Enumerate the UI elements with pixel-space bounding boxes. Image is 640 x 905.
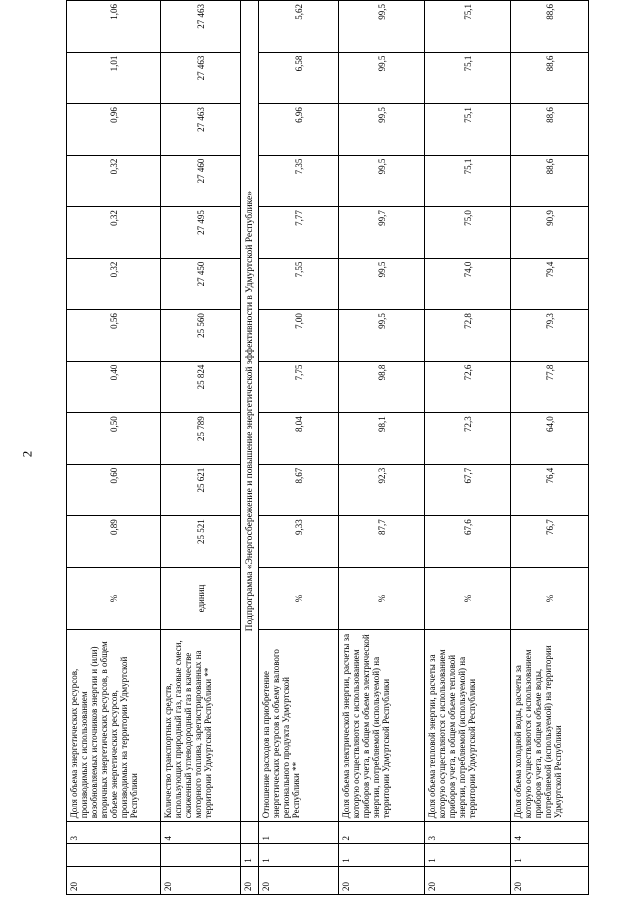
cell-value: 0,56 — [67, 310, 161, 362]
cell-value: 1,01 — [67, 52, 161, 104]
cell-indicator-name: Количество транспортных средств, использующих природный газ, газовые смеси, сжиженный углеводородный газ в качестве моторного топлива, зарегистрированных на территории Удмуртской Республики ** — [161, 630, 241, 822]
cell-code-pp: 1 — [511, 844, 589, 866]
cell-value: 99,5 — [339, 258, 425, 310]
cell-value: 75,0 — [425, 207, 511, 259]
cell-value: 25 560 — [161, 310, 241, 362]
cell-code-num: 4 — [161, 822, 241, 844]
cell-unit: % — [339, 567, 425, 630]
cell-value: 7,75 — [259, 361, 339, 413]
cell-code-gp: 20 — [339, 866, 425, 894]
cell-value: 5,62 — [259, 1, 339, 53]
cell-code-pp: 1 — [259, 844, 339, 866]
cell-code-pp: 1 — [339, 844, 425, 866]
cell-value: 76,4 — [511, 464, 589, 516]
cell-value: 7,55 — [259, 258, 339, 310]
cell-value: 99,5 — [339, 52, 425, 104]
cell-code-num: 3 — [425, 822, 511, 844]
indicators-table — [66, 0, 589, 895]
cell-value: 99,5 — [339, 155, 425, 207]
cell-value: 88,6 — [511, 52, 589, 104]
table-row — [425, 1, 511, 895]
cell-value: 1,06 — [67, 1, 161, 53]
page-number: 2 — [19, 450, 35, 458]
cell-value: 27 460 — [161, 155, 241, 207]
cell-value: 27 450 — [161, 258, 241, 310]
cell-code-pp — [161, 844, 241, 866]
cell-value: 6,96 — [259, 104, 339, 156]
cell-value: 75,1 — [425, 1, 511, 53]
cell-value: 25 621 — [161, 464, 241, 516]
cell-value: 8,67 — [259, 464, 339, 516]
cell-value: 25 789 — [161, 413, 241, 465]
cell-value: 7,77 — [259, 207, 339, 259]
cell-unit: % — [259, 567, 339, 630]
cell-value: 7,00 — [259, 310, 339, 362]
cell-value: 0,50 — [67, 413, 161, 465]
cell-value: 98,8 — [339, 361, 425, 413]
cell-value: 27 495 — [161, 207, 241, 259]
cell-value: 67,6 — [425, 516, 511, 568]
table-row — [339, 1, 425, 895]
cell-value: 0,32 — [67, 207, 161, 259]
cell-value: 67,7 — [425, 464, 511, 516]
cell-value: 72,8 — [425, 310, 511, 362]
cell-value: 79,3 — [511, 310, 589, 362]
cell-unit: единиц — [161, 567, 241, 630]
cell-value: 75,1 — [425, 104, 511, 156]
cell-unit: % — [67, 567, 161, 630]
cell-value: 0,32 — [67, 155, 161, 207]
cell-value: 79,4 — [511, 258, 589, 310]
cell-indicator-name: Доля объема тепловой энергии, расчеты за которую осуществляются с использованием приборов учета, в общем объеме тепловой энергии, потребляемой (используемой) на территории Удмуртской Республики — [425, 630, 511, 822]
cell-code-num: 2 — [339, 822, 425, 844]
cell-unit: % — [425, 567, 511, 630]
cell-value: 88,6 — [511, 1, 589, 53]
cell-value: 9,33 — [259, 516, 339, 568]
cell-value: 72,3 — [425, 413, 511, 465]
table-row — [161, 1, 241, 895]
cell-value: 76,7 — [511, 516, 589, 568]
cell-value: 88,6 — [511, 104, 589, 156]
table-row — [259, 1, 339, 895]
cell-value: 90,9 — [511, 207, 589, 259]
cell-value: 99,5 — [339, 1, 425, 53]
cell-value: 77,8 — [511, 361, 589, 413]
cell-value: 0,89 — [67, 516, 161, 568]
cell-value: 87,7 — [339, 516, 425, 568]
cell-value: 75,1 — [425, 52, 511, 104]
cell-code-num: 4 — [511, 822, 589, 844]
cell-value: 99,5 — [339, 104, 425, 156]
cell-value: 99,7 — [339, 207, 425, 259]
cell-value: 75,1 — [425, 155, 511, 207]
cell-value: 25 521 — [161, 516, 241, 568]
cell-value: 27 463 — [161, 52, 241, 104]
table-row — [511, 1, 589, 895]
cell-value: 74,0 — [425, 258, 511, 310]
cell-value: 88,6 — [511, 155, 589, 207]
cell-value: 25 824 — [161, 361, 241, 413]
table-row — [67, 1, 161, 895]
cell-code-gp: 20 — [425, 866, 511, 894]
cell-value: 27 463 — [161, 104, 241, 156]
cell-code-pp: 1 — [241, 844, 259, 866]
cell-code-num: 1 — [259, 822, 339, 844]
cell-value: 0,60 — [67, 464, 161, 516]
cell-value: 92,3 — [339, 464, 425, 516]
cell-indicator-name: Доля объема электрической энергии, расчеты за которую осуществляются с использованием приборов учета, в общем объеме электрической энергии, потребляемой (используемой) на территории Удмуртской Республики — [339, 630, 425, 822]
table-body — [67, 1, 589, 895]
cell-value: 0,40 — [67, 361, 161, 413]
cell-indicator-name: Доля объема холодной воды, расчеты за которую осуществляются с использованием приборов учета, в общем объеме воды, потребляемой (используемой) на территории Удмуртской Республики — [511, 630, 589, 822]
rotated-table-container — [66, 0, 588, 895]
cell-code-pp: 1 — [425, 844, 511, 866]
cell-value: 72,6 — [425, 361, 511, 413]
cell-code-gp: 20 — [161, 866, 241, 894]
cell-indicator-name: Доля объема энергетических ресурсов, производимых с использованием возобновляемых источников энергии и (или) вторичных энергетических ресурсов, в общем объеме энергетических ресурсов, производимых на территории Удмуртской Республики — [67, 630, 161, 822]
subprogram-row — [241, 1, 259, 895]
cell-code-gp: 20 — [241, 866, 259, 894]
cell-code-num: 3 — [67, 822, 161, 844]
cell-value: 64,0 — [511, 413, 589, 465]
subprogram-title: Подпрограмма «Энергосбережение и повышение энергетической эффективности в Удмуртской Республике» — [241, 1, 259, 822]
cell-code-gp: 20 — [67, 866, 161, 894]
cell-unit: % — [511, 567, 589, 630]
cell-code-gp: 20 — [259, 866, 339, 894]
cell-code-gp: 20 — [511, 866, 589, 894]
cell-value: 99,5 — [339, 310, 425, 362]
cell-value: 98,1 — [339, 413, 425, 465]
cell-code-num — [241, 822, 259, 844]
cell-value: 6,58 — [259, 52, 339, 104]
cell-value: 8,04 — [259, 413, 339, 465]
cell-value: 0,96 — [67, 104, 161, 156]
cell-value: 7,35 — [259, 155, 339, 207]
cell-indicator-name: Отношение расходов на приобретение энергетических ресурсов к объему валового регионального продукта Удмуртской Республики ** — [259, 630, 339, 822]
cell-code-pp — [67, 844, 161, 866]
cell-value: 0,32 — [67, 258, 161, 310]
cell-value: 27 463 — [161, 1, 241, 53]
